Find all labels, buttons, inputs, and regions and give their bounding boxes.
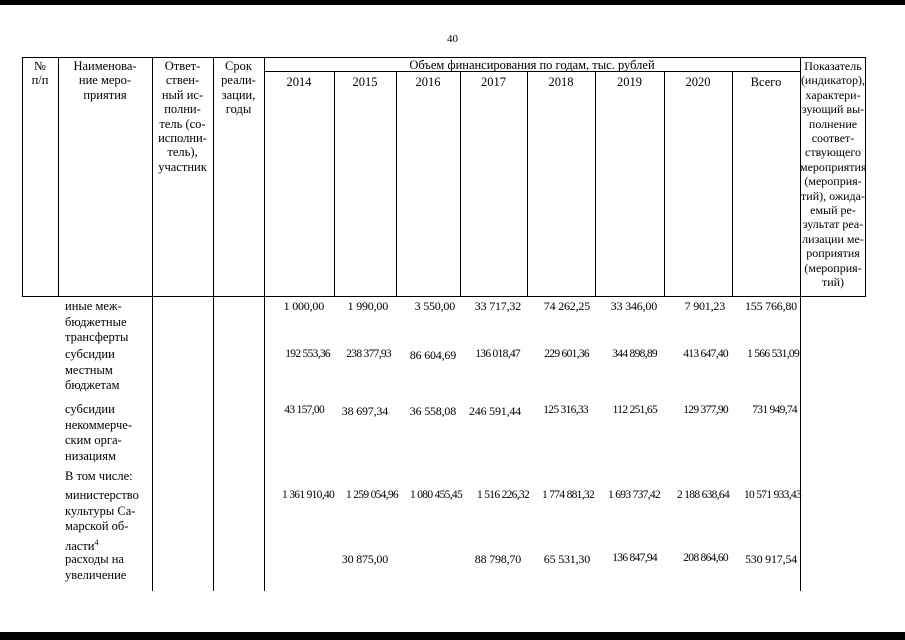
value-cell: 238 377,93 bbox=[346, 348, 391, 360]
year-2015: 2015 bbox=[352, 75, 378, 89]
row-label: субсидии местным бюджетам bbox=[65, 347, 120, 392]
year-divider bbox=[595, 71, 596, 296]
value-cell: 136 847,94 bbox=[612, 552, 657, 564]
value-cell: 7 901,23 bbox=[684, 299, 725, 313]
year-2020: 2020 bbox=[685, 75, 711, 89]
value-cell: 74 262,25 bbox=[543, 299, 590, 313]
header-name: Наименова- ние меро- приятия bbox=[73, 59, 137, 102]
header-indicator: Показатель (индикатор), характери- зующий вы- полнение соответ- ствующего мероприятия (мероприя- тий), ожида- емый ре- зультат реа- лизации ме- роприятия (мероприя- тий) bbox=[800, 59, 867, 290]
year-2017: 2017 bbox=[481, 75, 506, 89]
value-cell: 88 798,70 bbox=[474, 552, 521, 566]
header-responsible: Ответ- ствен- ный ис- полни- тель (со- исполни- тель), участник bbox=[158, 59, 207, 174]
value-cell: 112 251,65 bbox=[612, 404, 657, 416]
header-num: № п/п bbox=[31, 59, 49, 88]
row-label: иные меж- бюджетные трансферты bbox=[65, 299, 129, 344]
header-bottom-rule bbox=[22, 296, 866, 297]
row-label: расходы на увеличение bbox=[65, 552, 127, 582]
year-total: Всего bbox=[750, 75, 782, 89]
year-divider bbox=[396, 71, 397, 296]
year-2019: 2019 bbox=[617, 75, 642, 89]
value-cell: 192 553,36 bbox=[285, 348, 330, 360]
value-cell: 136 018,47 bbox=[475, 348, 520, 360]
row-label-text: министерство культуры Са- марской об- ласти bbox=[65, 488, 139, 553]
body-divider bbox=[800, 296, 801, 591]
value-cell: 1 516 226,32 bbox=[477, 489, 529, 501]
year-divider bbox=[527, 71, 528, 296]
value-cell: 3 550,00 bbox=[414, 299, 455, 313]
value-cell: 30 875,00 bbox=[341, 552, 388, 566]
header-funding: Объем финансирования по годам, тыс. рублей bbox=[409, 58, 655, 72]
value-cell: 229 601,36 bbox=[544, 348, 589, 360]
body-divider bbox=[264, 296, 265, 591]
value-cell: 1 990,00 bbox=[347, 299, 388, 313]
value-cell: 43 157,00 bbox=[284, 404, 324, 416]
value-cell: 208 864,60 bbox=[683, 552, 728, 564]
value-cell: 1 774 881,32 bbox=[542, 489, 594, 501]
value-cell: 1 693 737,42 bbox=[608, 489, 660, 501]
value-cell: 1 080 455,45 bbox=[410, 489, 462, 501]
value-cell: 125 316,33 bbox=[543, 404, 588, 416]
bottom-border bbox=[0, 632, 905, 640]
value-cell: 86 604,69 bbox=[409, 348, 456, 362]
value-cell: 10 571 933,43 bbox=[743, 489, 801, 501]
year-divider bbox=[664, 71, 665, 296]
header-term: Срок реали- зации, годы bbox=[221, 59, 256, 117]
year-2014: 2014 bbox=[286, 75, 312, 89]
row-label bbox=[65, 488, 153, 554]
year-divider bbox=[334, 71, 335, 296]
value-cell: 246 591,44 bbox=[468, 404, 521, 418]
footnote-mark: 4 bbox=[94, 537, 99, 547]
value-cell: 530 917,54 bbox=[744, 552, 797, 566]
year-divider bbox=[460, 71, 461, 296]
value-cell: 2 188 638,64 bbox=[677, 489, 729, 501]
page-number: 40 bbox=[447, 33, 458, 45]
value-cell: 129 377,90 bbox=[683, 404, 728, 416]
value-cell: 33 346,00 bbox=[610, 299, 657, 313]
row-label: субсидии некоммерче- ским орга- низациям bbox=[65, 402, 132, 463]
value-cell: 1 000,00 bbox=[283, 299, 324, 313]
value-cell: 36 558,08 bbox=[409, 404, 456, 418]
value-cell: 38 697,34 bbox=[341, 404, 388, 418]
value-cell: 1 361 910,40 bbox=[282, 489, 334, 501]
value-cell: 33 717,32 bbox=[474, 299, 521, 313]
value-cell: 65 531,30 bbox=[543, 552, 590, 566]
body-divider bbox=[213, 296, 214, 591]
column-divider bbox=[264, 57, 265, 296]
value-cell: 731 949,74 bbox=[752, 404, 797, 416]
year-divider bbox=[732, 71, 733, 296]
table-left-border bbox=[22, 57, 23, 296]
top-border bbox=[0, 0, 905, 5]
value-cell: 1 259 054,96 bbox=[346, 489, 398, 501]
value-cell: 344 898,89 bbox=[612, 348, 657, 360]
year-2018: 2018 bbox=[548, 75, 574, 89]
value-cell: 413 647,40 bbox=[683, 348, 728, 360]
year-2016: 2016 bbox=[415, 75, 441, 89]
value-cell: 155 766,80 bbox=[744, 299, 797, 313]
row-label: В том числе: bbox=[65, 469, 133, 483]
value-cell: 1 566 531,09 bbox=[747, 348, 799, 360]
